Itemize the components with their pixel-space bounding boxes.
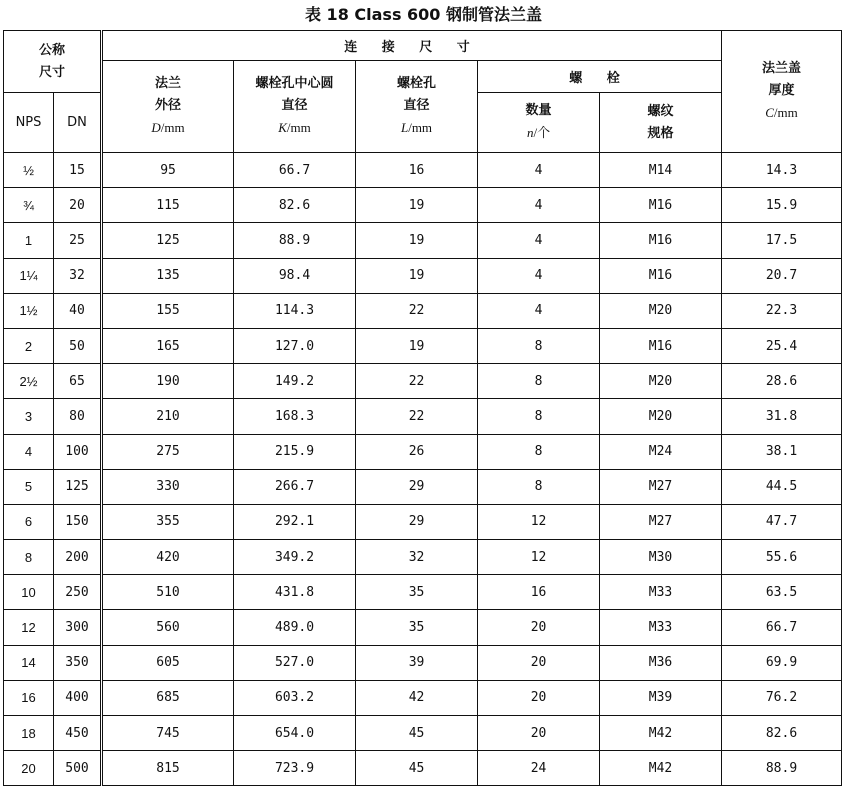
connection-dims-header: 连 接 尺 寸: [102, 31, 722, 61]
cell-nps: ½: [4, 153, 54, 188]
flange-blind-table: [3, 30, 842, 786]
cell-l: 45: [356, 716, 478, 751]
cell-k: 149.2: [234, 364, 356, 399]
cell-k: 127.0: [234, 328, 356, 363]
cell-l: 29: [356, 469, 478, 504]
cell-thread: M16: [600, 223, 722, 258]
cell-c: 88.9: [722, 751, 842, 786]
cell-nps: 14: [4, 645, 54, 680]
cell-k: 82.6: [234, 188, 356, 223]
cell-n: 20: [478, 680, 600, 715]
cell-nps: 8: [4, 540, 54, 575]
table-row: [4, 399, 842, 434]
cell-c: 22.3: [722, 293, 842, 328]
table-row: [4, 293, 842, 328]
cell-thread: M20: [600, 399, 722, 434]
cell-thread: M20: [600, 293, 722, 328]
cell-k: 654.0: [234, 716, 356, 751]
nominal-size-header: 公称 尺寸: [4, 31, 102, 93]
cell-l: 22: [356, 293, 478, 328]
cell-thread: M42: [600, 716, 722, 751]
cell-d: 135: [102, 258, 234, 293]
cell-nps: 16: [4, 680, 54, 715]
cell-k: 489.0: [234, 610, 356, 645]
cell-c: 44.5: [722, 469, 842, 504]
cell-nps: 12: [4, 610, 54, 645]
cell-c: 63.5: [722, 575, 842, 610]
bolt-qty-header: 数量 n/个: [478, 93, 600, 153]
table-row: [4, 575, 842, 610]
cell-d: 685: [102, 680, 234, 715]
cell-thread: M42: [600, 751, 722, 786]
cell-c: 76.2: [722, 680, 842, 715]
table-row: [4, 258, 842, 293]
table-row: [4, 364, 842, 399]
cell-c: 25.4: [722, 328, 842, 363]
cell-dn: 250: [54, 575, 102, 610]
cell-n: 8: [478, 328, 600, 363]
table-body: [4, 153, 842, 786]
cell-l: 35: [356, 610, 478, 645]
cell-thread: M33: [600, 610, 722, 645]
cell-d: 605: [102, 645, 234, 680]
cell-thread: M16: [600, 188, 722, 223]
cell-nps: 10: [4, 575, 54, 610]
cell-c: 69.9: [722, 645, 842, 680]
cell-d: 745: [102, 716, 234, 751]
cell-n: 4: [478, 293, 600, 328]
table-row: [4, 751, 842, 786]
cell-nps: 1½: [4, 293, 54, 328]
cell-k: 98.4: [234, 258, 356, 293]
table-row: [4, 645, 842, 680]
cell-k: 349.2: [234, 540, 356, 575]
cell-n: 20: [478, 716, 600, 751]
table-row: [4, 153, 842, 188]
bolt-header: 螺 栓: [478, 61, 722, 93]
cell-c: 82.6: [722, 716, 842, 751]
cell-l: 19: [356, 188, 478, 223]
cell-nps: 18: [4, 716, 54, 751]
cell-k: 603.2: [234, 680, 356, 715]
table-row: [4, 504, 842, 539]
cell-d: 95: [102, 153, 234, 188]
cell-nps: 20: [4, 751, 54, 786]
bolt-circle-header: 螺栓孔中心圆 直径 K/mm: [234, 61, 356, 153]
cell-c: 47.7: [722, 504, 842, 539]
cell-dn: 65: [54, 364, 102, 399]
cell-d: 210: [102, 399, 234, 434]
table-row: [4, 680, 842, 715]
cell-l: 16: [356, 153, 478, 188]
cell-n: 20: [478, 645, 600, 680]
cell-c: 38.1: [722, 434, 842, 469]
cell-l: 19: [356, 328, 478, 363]
table-row: [4, 540, 842, 575]
cell-thread: M27: [600, 469, 722, 504]
cell-k: 292.1: [234, 504, 356, 539]
cell-l: 22: [356, 364, 478, 399]
cell-k: 527.0: [234, 645, 356, 680]
cell-n: 12: [478, 504, 600, 539]
cell-dn: 200: [54, 540, 102, 575]
cell-dn: 32: [54, 258, 102, 293]
cell-nps: 1: [4, 223, 54, 258]
cell-dn: 100: [54, 434, 102, 469]
cell-d: 560: [102, 610, 234, 645]
table-row: [4, 469, 842, 504]
cell-dn: 25: [54, 223, 102, 258]
cell-d: 420: [102, 540, 234, 575]
cell-thread: M39: [600, 680, 722, 715]
cell-n: 20: [478, 610, 600, 645]
cell-thread: M36: [600, 645, 722, 680]
cell-c: 55.6: [722, 540, 842, 575]
flange-od-header: 法兰 外径 D/mm: [102, 61, 234, 153]
cell-thread: M27: [600, 504, 722, 539]
nps-header: NPS: [4, 93, 54, 153]
cell-thread: M33: [600, 575, 722, 610]
thread-size-header: 螺纹 规格: [600, 93, 722, 153]
cell-n: 8: [478, 364, 600, 399]
cell-n: 4: [478, 153, 600, 188]
dn-header: DN: [54, 93, 102, 153]
cell-d: 125: [102, 223, 234, 258]
cell-d: 275: [102, 434, 234, 469]
cell-k: 215.9: [234, 434, 356, 469]
cell-thread: M30: [600, 540, 722, 575]
cell-l: 19: [356, 258, 478, 293]
cell-l: 19: [356, 223, 478, 258]
cell-d: 510: [102, 575, 234, 610]
cell-k: 266.7: [234, 469, 356, 504]
cell-dn: 450: [54, 716, 102, 751]
cell-nps: 5: [4, 469, 54, 504]
cell-c: 28.6: [722, 364, 842, 399]
cell-n: 12: [478, 540, 600, 575]
cell-k: 168.3: [234, 399, 356, 434]
cell-n: 8: [478, 469, 600, 504]
cell-k: 66.7: [234, 153, 356, 188]
cell-dn: 500: [54, 751, 102, 786]
cell-l: 32: [356, 540, 478, 575]
cell-l: 29: [356, 504, 478, 539]
cell-c: 20.7: [722, 258, 842, 293]
cell-dn: 15: [54, 153, 102, 188]
table-row: [4, 716, 842, 751]
cell-d: 115: [102, 188, 234, 223]
cell-l: 42: [356, 680, 478, 715]
cell-k: 431.8: [234, 575, 356, 610]
cell-dn: 150: [54, 504, 102, 539]
cell-l: 35: [356, 575, 478, 610]
cell-dn: 300: [54, 610, 102, 645]
cell-dn: 400: [54, 680, 102, 715]
table-row: [4, 223, 842, 258]
cell-dn: 20: [54, 188, 102, 223]
cell-nps: 4: [4, 434, 54, 469]
cell-k: 114.3: [234, 293, 356, 328]
cell-thread: M20: [600, 364, 722, 399]
cell-n: 4: [478, 223, 600, 258]
cell-k: 88.9: [234, 223, 356, 258]
cell-l: 45: [356, 751, 478, 786]
cell-d: 190: [102, 364, 234, 399]
cell-k: 723.9: [234, 751, 356, 786]
cell-l: 39: [356, 645, 478, 680]
cell-dn: 125: [54, 469, 102, 504]
table-row: [4, 434, 842, 469]
cell-c: 66.7: [722, 610, 842, 645]
cell-thread: M24: [600, 434, 722, 469]
bolt-hole-header: 螺栓孔 直径 L/mm: [356, 61, 478, 153]
cell-l: 22: [356, 399, 478, 434]
cell-thread: M16: [600, 328, 722, 363]
thickness-header: 法兰盖 厚度 C/mm: [722, 31, 842, 153]
cell-d: 155: [102, 293, 234, 328]
cell-nps: 6: [4, 504, 54, 539]
table-row: [4, 610, 842, 645]
cell-n: 4: [478, 258, 600, 293]
cell-nps: 2: [4, 328, 54, 363]
cell-dn: 350: [54, 645, 102, 680]
cell-nps: 1¼: [4, 258, 54, 293]
cell-n: 24: [478, 751, 600, 786]
table-title: 表 18 Class 600 钢制管法兰盖: [304, 5, 543, 24]
cell-n: 16: [478, 575, 600, 610]
cell-dn: 80: [54, 399, 102, 434]
cell-n: 4: [478, 188, 600, 223]
table-row: [4, 328, 842, 363]
cell-thread: M14: [600, 153, 722, 188]
cell-l: 26: [356, 434, 478, 469]
cell-thread: M16: [600, 258, 722, 293]
cell-c: 15.9: [722, 188, 842, 223]
cell-dn: 50: [54, 328, 102, 363]
cell-dn: 40: [54, 293, 102, 328]
table-row: [4, 188, 842, 223]
cell-d: 330: [102, 469, 234, 504]
cell-d: 165: [102, 328, 234, 363]
cell-nps: ¾: [4, 188, 54, 223]
cell-nps: 3: [4, 399, 54, 434]
cell-nps: 2½: [4, 364, 54, 399]
cell-d: 355: [102, 504, 234, 539]
cell-n: 8: [478, 434, 600, 469]
cell-c: 14.3: [722, 153, 842, 188]
cell-n: 8: [478, 399, 600, 434]
cell-c: 17.5: [722, 223, 842, 258]
cell-d: 815: [102, 751, 234, 786]
cell-c: 31.8: [722, 399, 842, 434]
